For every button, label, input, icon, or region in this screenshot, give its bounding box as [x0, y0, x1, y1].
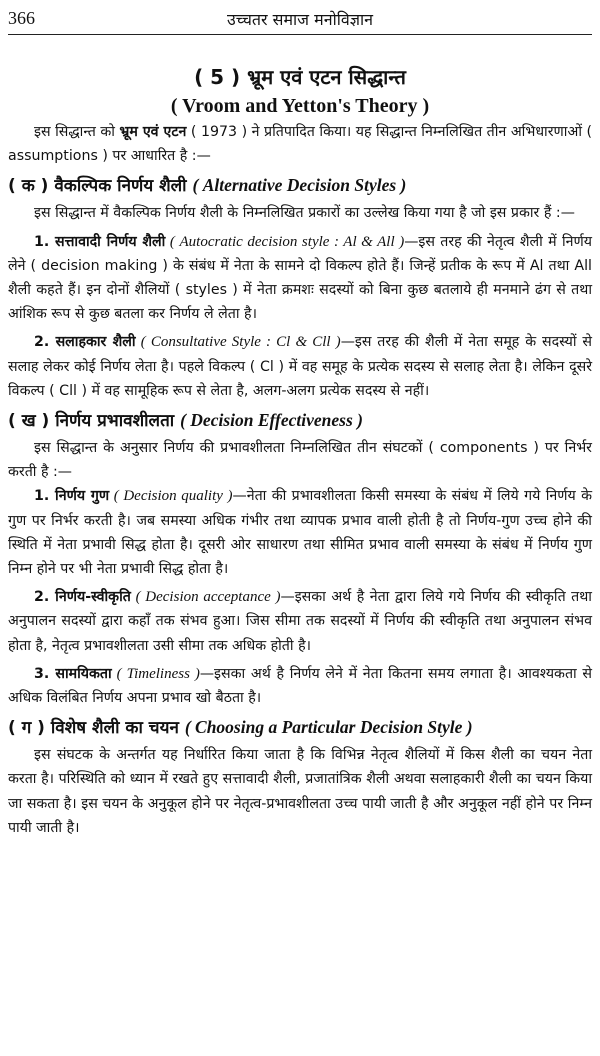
decision-quality-paragraph: 1. निर्णय गुण ( Decision quality )—नेता की प्रभावशीलता किसी समस्या के संबंध में लिये गये निर्णय के गुण पर निर्भर करती है। जब समस्या अधिक गंभीर तथा व्यापक प्रभाव वाली होती है तो निर्णय-गुण उच्च होने की स्थिति में नेता प्रभावी सिद्ध होता है। दूसरी ओर साधारण तथा सीमित प्रभाव वाली समस्या के संबंध में निर्णय गुण निम्न होने पर भी नेता प्रभावी सिद्ध होता है।	[8, 488, 592, 578]
authors-name: भ्रूम एवं एटन	[119, 124, 187, 140]
consultative-style-paragraph: 2. सलाहकार शैली ( Consultative Style : Cl & Cll )—इस तरह की शैली में नेता समूह के सदस्यों से सलाह लेकर कोई निर्णय लेता है। पहले विकल्प ( Cl ) में वह समूह के प्रत्येक सदस्य से सलाह लेता है। लेकिन दूसरे विकल्प ( Cll ) में वह सामूहिक रूप से लेता है, अलग-अलग प्रत्येक सदस्य से नहीं।	[8, 334, 593, 399]
heading-decision-effectiveness: ( ख ) निर्णय प्रभावशीलता ( Decision Effectiveness )	[8, 410, 363, 432]
page-body	[8, 62, 592, 840]
heading-alternative-decision-styles: ( क ) वैकल्पिक निर्णय शैली ( Alternative Decision Styles )	[8, 175, 407, 197]
heading-choosing-decision-style: ( ग ) विशेष शैली का चयन ( Choosing a Particular Decision Style )	[8, 717, 473, 739]
intro-paragraph: इस सिद्धान्त को भ्रूम एवं एटन ( 1973 ) ने प्रतिपादित किया। यह सिद्धान्त निम्नलिखित तीन अभिधारणाओं ( assumptions ) पर आधारित है :—	[8, 124, 593, 165]
ga-paragraph: इस संघटक के अन्तर्गत यह निर्धारित किया जाता है कि विभिन्न नेतृत्व शैलियों में किस शैली का चयन नेता करता है। परिस्थिति को ध्यान में रखते हुए सत्तावादी शैली, प्रजातांत्रिक शैली अथवा सलाहकारी शैली का चयन किया जा सकता है। इस चयन के अनुकूल होने पर नेतृत्व-प्रभावशीलता उच्च पायी जाती है और अनुकूल नहीं होने पर निम्न पायी जाती है।	[8, 747, 592, 836]
section-title-english: ( Vroom and Yetton's Theory )	[170, 95, 430, 117]
running-title: उच्चतर समाज मनोविज्ञान	[226, 10, 374, 29]
section-title-hindi: ( 5 ) भ्रूम एवं एटन सिद्धान्त	[194, 65, 406, 89]
decision-acceptance-paragraph: 2. निर्णय-स्वीकृति ( Decision acceptance )—इसका अर्थ है नेता द्वारा लिये गये निर्णय की स्वीकृति तथा अनुपालन सदस्यों द्वारा कहाँ तक संभव हुआ। जिस सीमा तक सदस्यों में निर्णय की स्वीकृति तथा अनुपालन संभव होता है, नेतृत्व प्रभावशीलता उसी सीमा तक अधिक होती है।	[8, 589, 592, 654]
page-number: 366	[8, 8, 35, 28]
running-header	[8, 6, 592, 35]
ka-intro-paragraph: इस सिद्धान्त में वैकल्पिक निर्णय शैली के निम्नलिखित प्रकारों का उल्लेख किया गया है जो इस प्रकार हैं :—	[34, 205, 575, 222]
kha-intro-paragraph: इस सिद्धान्त के अनुसार निर्णय की प्रभावशीलता निम्नलिखित तीन संघटकों ( components ) पर निर्भर करती है :—	[8, 440, 592, 481]
autocratic-style-paragraph: 1. सत्तावादी निर्णय शैली ( Autocratic decision style : Al & All )—इस तरह की नेतृत्व शैली में निर्णय लेने ( decision making ) के संबंध में नेता के सामने दो विकल्प होते हैं। जिन्हें प्रतीक के रूप में Al तथा All शैली कहते हैं। इन दोनों शैलियों ( styles ) में नेता क्रमशः सदस्यों को बिना कुछ बतलाये ही मनमाने ढंग से तथा आंशिक रूप से कुछ बतला कर निर्णय ले लेता है।	[8, 233, 592, 323]
timeliness-paragraph: 3. सामयिकता ( Timeliness )—इसका अर्थ है निर्णय लेने में नेता कितना समय लगाता है। आवश्यकता से अधिक विलंबित निर्णय अपना प्रभाव खो बैठता है।	[8, 665, 592, 707]
